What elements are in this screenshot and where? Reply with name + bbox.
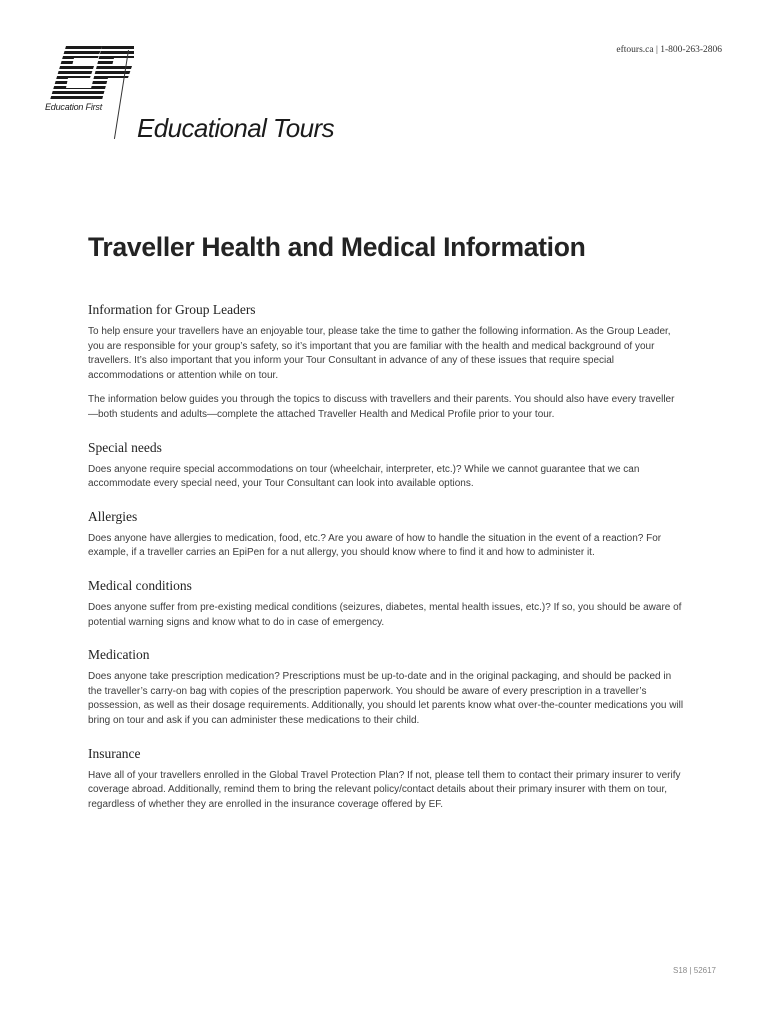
document-code: S18 | 52617	[672, 966, 716, 975]
section-paragraph: Does anyone have allergies to medication, food, etc.? Are you aware of how to handle the situation in the event of a reaction? For example, if a traveller carries an EpiPen for a nut allergy, you should know where to find it and how to administer it.	[88, 532, 662, 559]
section-heading: Allergies	[88, 508, 138, 524]
section-heading: Medical conditions	[88, 577, 192, 593]
section-medical-conditions	[88, 578, 684, 630]
section-insurance	[88, 746, 684, 813]
section-medication	[88, 647, 684, 728]
section-heading: Medication	[88, 647, 150, 663]
logo-caption: Education First	[45, 102, 103, 112]
section-heading: Information for Group Leaders	[88, 302, 256, 317]
section-heading: Special needs	[88, 439, 162, 455]
section-paragraph: Does anyone take prescription medication? Prescriptions must be up-to-date and in the original packaging, and should be packed in the traveller’s carry-on bag with copies of the prescription paperwork. You should be aware of every prescription in a traveller’s possession, as well as their dosage requirements. Additionally, you should let parents know what over-the-counter medications you will bring on tour and ask if you can administer these medications to their child.	[88, 671, 684, 726]
page-title: Traveller Health and Medical Information	[88, 232, 586, 262]
section-heading: Insurance	[88, 745, 141, 761]
ef-logo	[44, 46, 154, 116]
section-paragraph: The information below guides you through the topics to discuss with travellers and their parents. You should also have every traveller—both students and adults—complete the attached Traveller Health and Medical Profile prior to your tour.	[88, 394, 675, 420]
contact-info: eftours.ca | 1-800-263-2806	[616, 45, 722, 55]
document-body	[88, 302, 684, 829]
section-paragraph: To help ensure your travellers have an enjoyable tour, please take the time to gather the following information. As the Group Leader, you are responsible for your group’s safety, so it’s important that you are familiar with the health and medical background of your travellers. It’s also important that you inform your Tour Consultant in advance of any of these issues that require special accommodations or attention while on tour.	[88, 326, 671, 381]
section-group-leaders	[88, 302, 684, 423]
section-allergies	[88, 509, 684, 561]
section-special-needs	[88, 440, 684, 492]
brand-title: Educational Tours	[137, 113, 334, 143]
section-paragraph: Have all of your travellers enrolled in the Global Travel Protection Plan? If not, please tell them to contact their primary insurer to verify coverage abroad. Additionally, remind them to bring the relevant policy/contact details about their primary insurer with them on tour, regardless of whether they are enrolled in the insurance coverage offered by EF.	[88, 769, 681, 810]
section-paragraph: Does anyone suffer from pre-existing medical conditions (seizures, diabetes, mental health issues, etc.)? If so, you should be aware of potential warning signs and know what to do in case of emergency.	[88, 601, 682, 628]
section-paragraph: Does anyone require special accommodations on tour (wheelchair, interpreter, etc.)? While we cannot guarantee that we can accommodate every special need, your Tour Consultant can look into available options.	[88, 463, 640, 490]
